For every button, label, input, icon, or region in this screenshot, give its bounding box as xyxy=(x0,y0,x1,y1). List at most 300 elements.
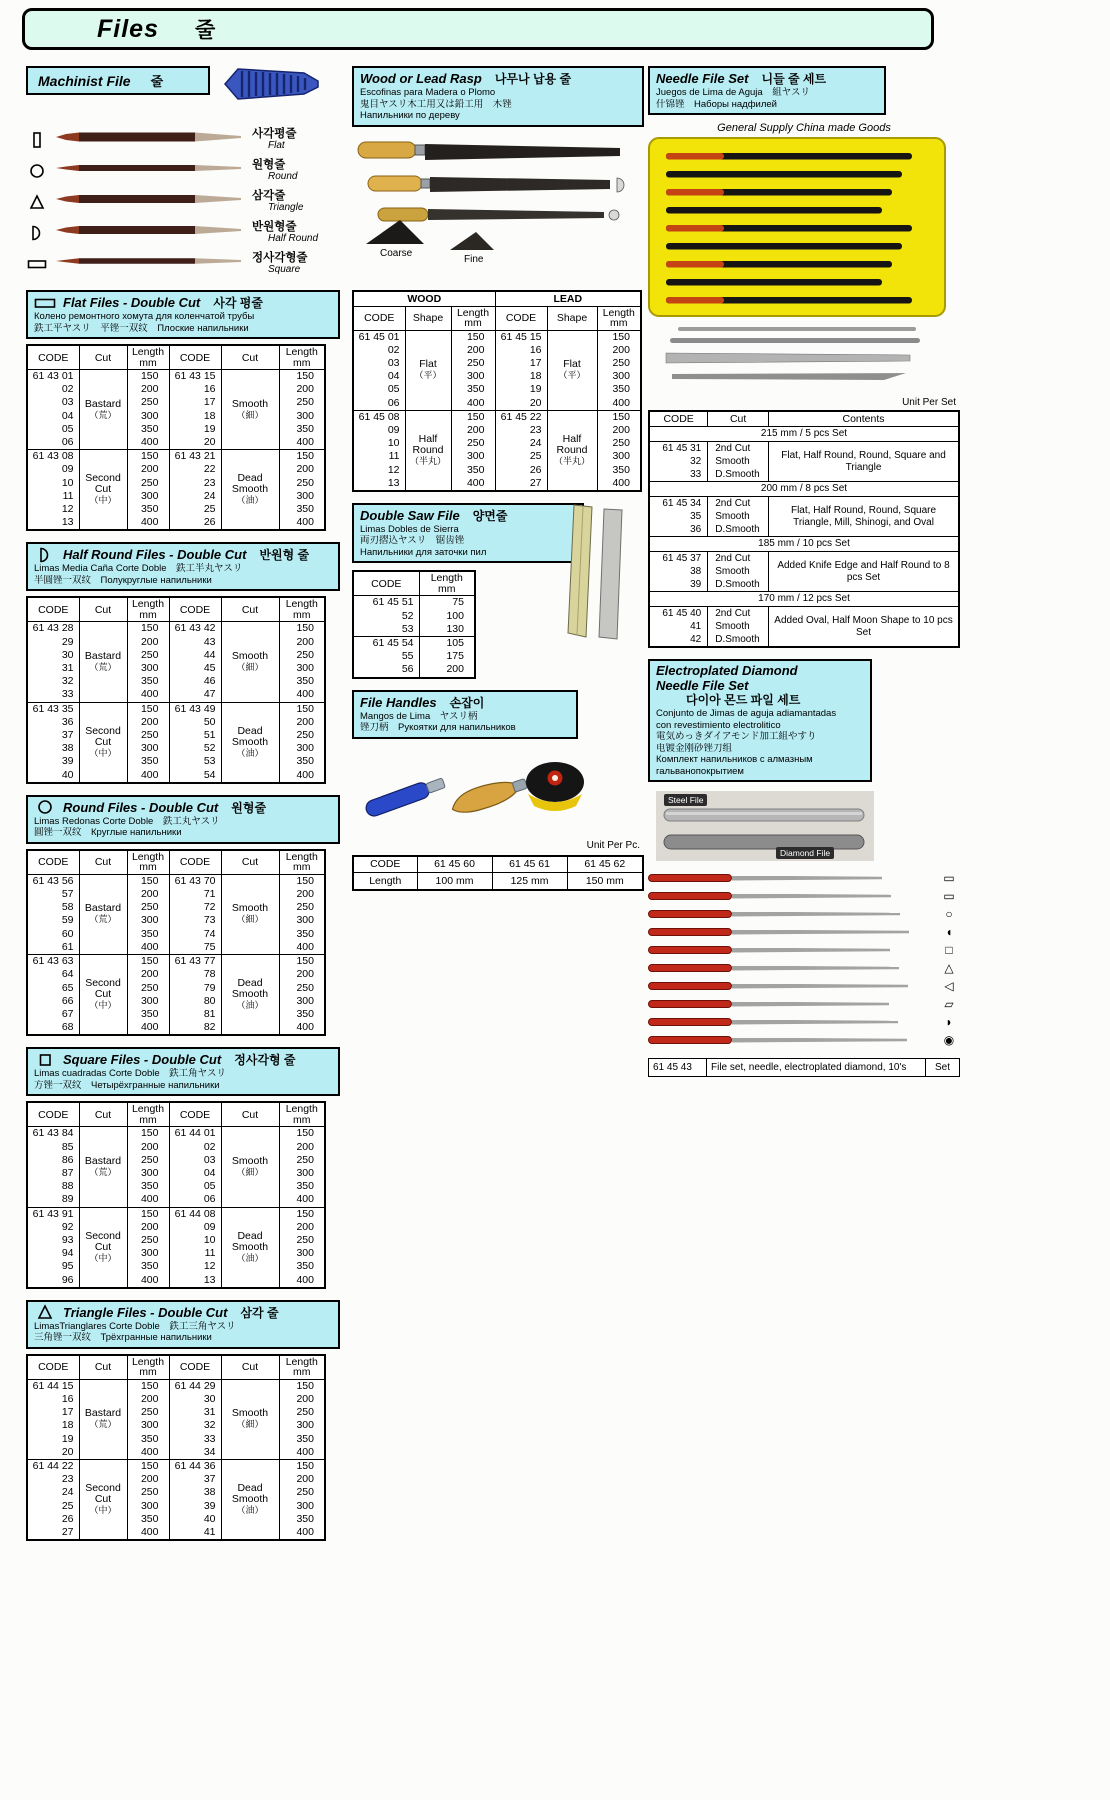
col-header-code: CODE xyxy=(169,1355,221,1380)
length-cell: 400 xyxy=(279,941,325,955)
code-cell: 06 xyxy=(27,436,79,450)
length-cell: 200 xyxy=(279,1393,325,1406)
section-header-half-round-files xyxy=(26,542,340,591)
length-cell: 150 xyxy=(279,450,325,464)
col-header-code: CODE xyxy=(27,1102,79,1127)
machinist-file-header xyxy=(26,66,210,95)
diamond-needle-file xyxy=(648,941,960,959)
length-cell: 300 xyxy=(451,450,495,463)
diamond-set-code: 61 45 43 xyxy=(649,1059,707,1077)
code-cell: 95 xyxy=(27,1260,79,1273)
cut-cell: Bastard （荒） xyxy=(79,1379,127,1459)
file-handle xyxy=(648,1000,732,1008)
section-title: Half Round Files - Double Cut xyxy=(63,547,247,563)
code-cell: 13 xyxy=(27,516,79,530)
code-cell: 61 43 21 xyxy=(169,450,221,464)
diamond-set-title-kr: 다이아 몬드 파일 세트 xyxy=(686,693,801,707)
col-header-length: Length mm xyxy=(279,1355,325,1380)
length-cell: 400 xyxy=(279,1021,325,1035)
code-cell: 37 xyxy=(169,1473,221,1486)
length-cell: 400 xyxy=(127,1193,169,1207)
section-title: Round Files - Double Cut xyxy=(63,799,219,815)
code-cell: 25 xyxy=(495,450,547,463)
file-handle xyxy=(648,928,732,936)
diamond-file-label: Diamond File xyxy=(776,847,834,859)
length-cell: 250 xyxy=(279,396,325,409)
length-cell: 400 xyxy=(127,1021,169,1035)
code-cell: 04 xyxy=(169,1167,221,1180)
set-size-row xyxy=(649,427,959,442)
section-subtitle: Колено ремонтного хомута для коленчатой трубы xyxy=(34,311,255,322)
code-cell: 61 43 49 xyxy=(169,702,221,716)
coarse-label: Coarse xyxy=(380,247,413,259)
page-title-kr: 줄 xyxy=(194,19,216,42)
machinist-file-block xyxy=(26,66,340,124)
code-cell: 22 xyxy=(169,463,221,476)
code-cell: 56 xyxy=(353,663,419,677)
file-handle xyxy=(648,892,732,900)
length-cell: 250 xyxy=(127,477,169,490)
length-cell: 300 xyxy=(127,1419,169,1432)
length-cell: 400 xyxy=(451,477,495,491)
diamond-needle-file xyxy=(648,1013,960,1031)
code-cell: 03 xyxy=(353,357,405,370)
col-header-length: Length mm xyxy=(451,306,495,330)
file-handles-table xyxy=(352,855,644,891)
cut-cell: Dead Smooth （油） xyxy=(221,702,279,783)
code-cell: 72 xyxy=(169,901,221,914)
section-flat-files xyxy=(26,290,340,531)
double-saw-title-row xyxy=(360,507,576,524)
cut-cell: Smooth xyxy=(708,510,769,523)
length-cell: 350 xyxy=(279,503,325,516)
length-cell: 200 xyxy=(451,424,495,437)
length-cell: 400 xyxy=(597,477,641,491)
code-cell: 23 xyxy=(495,424,547,437)
code-cell: 61 xyxy=(27,941,79,955)
section-header-square-files xyxy=(26,1047,340,1096)
wood-rasp-subtitle-es: Escofinas para Madera o Plomo xyxy=(360,87,496,98)
section-header-round-files xyxy=(26,795,340,844)
length-cell: 350 xyxy=(597,464,641,477)
length-cell: 400 xyxy=(127,1526,169,1540)
col-header-cut: Cut xyxy=(221,597,279,622)
cut-cell: 2nd Cut xyxy=(708,442,769,456)
diamond-needle-file xyxy=(648,977,960,995)
length-cell: 200 xyxy=(451,344,495,357)
code-cell: 61 45 40 xyxy=(649,607,708,621)
code-cell: 53 xyxy=(353,623,419,637)
length-cell: 150 xyxy=(127,1127,169,1141)
code-cell: 06 xyxy=(169,1193,221,1207)
section-subtitle: 方锉一双纹 Четырёхгранные напильники xyxy=(34,1079,220,1091)
col-header-code: CODE xyxy=(27,345,79,370)
wood-lead-table xyxy=(352,290,642,492)
section-subtitle: Limas Media Caña Corte Doble 鉄工半丸ヤスリ xyxy=(34,563,243,575)
section-square-files xyxy=(26,1047,340,1288)
col-header-length: Length mm xyxy=(279,850,325,875)
length-cell: 200 xyxy=(127,1393,169,1406)
col-header-cut: Cut xyxy=(221,345,279,370)
code-cell: 60 xyxy=(27,928,79,941)
cut-cell: Second Cut （中） xyxy=(79,955,127,1036)
length-cell: 300 xyxy=(279,410,325,423)
length-cell: 200 xyxy=(279,716,325,729)
diamond-subtitle: 电镀金刚砂锉刀组 xyxy=(656,742,733,754)
cut-cell: Smooth （細） xyxy=(221,1379,279,1459)
length-cell: 200 xyxy=(127,636,169,649)
length-cell: 300 xyxy=(279,1500,325,1513)
file-type-label-en: Half Round xyxy=(268,233,319,244)
left-column xyxy=(26,66,340,1541)
file-blade xyxy=(732,1038,907,1043)
code-cell: 38 xyxy=(169,1486,221,1499)
code-cell: 43 xyxy=(169,636,221,649)
code-cell: 20 xyxy=(169,436,221,450)
code-cell: 24 xyxy=(27,1486,79,1499)
bar-icon xyxy=(26,256,48,272)
wood-rasp-header xyxy=(352,66,644,127)
file-handles-header xyxy=(352,690,578,739)
diamond-needle-file xyxy=(648,923,960,941)
length-cell: 150 xyxy=(279,702,325,716)
section-subtitle: 鉄工平ヤスリ 平锉一双纹 Плоские напильники xyxy=(34,322,249,334)
knife-profile-icon: ◁ xyxy=(944,979,954,993)
code-cell: 26 xyxy=(27,1513,79,1526)
length-cell: 250 xyxy=(279,982,325,995)
code-cell: 04 xyxy=(27,410,79,423)
col-header-code: CODE xyxy=(495,306,547,330)
supply-note: General Supply China made Goods xyxy=(717,122,891,134)
length-cell: 350 xyxy=(127,423,169,436)
col-header-cut: Cut xyxy=(79,1355,127,1380)
cut-cell: 2nd Cut xyxy=(708,607,769,621)
code-cell: 61 43 63 xyxy=(27,955,79,969)
code-cell: 16 xyxy=(169,383,221,396)
code-cell: 61 45 22 xyxy=(495,410,547,424)
code-cell: 39 xyxy=(169,1500,221,1513)
round-profile-icon: ○ xyxy=(945,907,953,921)
cut-cell: Smooth （細） xyxy=(221,1127,279,1207)
col-header-length: Length mm xyxy=(279,1102,325,1127)
code-cell: 12 xyxy=(353,464,405,477)
file-blade xyxy=(732,912,900,917)
code-cell: 80 xyxy=(169,995,221,1008)
code-cell: 41 xyxy=(649,620,708,633)
code-cell: 61 44 08 xyxy=(169,1207,221,1221)
code-cell: 18 xyxy=(169,410,221,423)
double-saw-section xyxy=(352,503,644,679)
section-subtitle: Limas Redonas Corte Doble 鉄工丸ヤスリ xyxy=(34,815,220,827)
length-cell: 200 xyxy=(279,888,325,901)
code-cell: 03 xyxy=(27,396,79,409)
section-subtitle: 三角锉一双纹 Трёхгранные напильники xyxy=(34,1332,212,1344)
double-saw-subtitle-ru: Напильники для заточки пил xyxy=(360,546,487,558)
shape-cell: Half Round （半丸） xyxy=(547,410,597,491)
half-round-profile-icon: ◖ xyxy=(945,925,953,939)
code-cell: 31 xyxy=(169,1406,221,1419)
length-cell: 300 xyxy=(127,914,169,927)
length-cell: 150 xyxy=(279,1207,325,1221)
length-cell: 400 xyxy=(127,1446,169,1460)
code-cell: 36 xyxy=(27,716,79,729)
code-cell: 30 xyxy=(169,1393,221,1406)
steel-file-label: Steel File xyxy=(664,794,707,806)
length-cell: 250 xyxy=(127,1486,169,1499)
length-cell: 400 xyxy=(279,436,325,450)
code-cell: 61 45 01 xyxy=(353,330,405,344)
code-cell: 82 xyxy=(169,1021,221,1035)
diamond-subtitle: гальванопокрытием xyxy=(656,765,744,777)
col-header-cut: Cut xyxy=(79,850,127,875)
col-header-length: Length mm xyxy=(127,1102,169,1127)
col-header-code: CODE xyxy=(169,597,221,622)
cut-cell: Smooth （細） xyxy=(221,622,279,702)
code-cell: 09 xyxy=(353,424,405,437)
file-type-label-kr: 삼각줄 xyxy=(252,190,286,202)
col-header-code: CODE xyxy=(169,850,221,875)
length-cell: 200 xyxy=(127,1473,169,1486)
cut-cell: D.Smooth xyxy=(708,633,769,647)
round-icon xyxy=(26,163,48,179)
col-header-length: Length mm xyxy=(279,597,325,622)
code-cell: 51 xyxy=(169,729,221,742)
length-cell: 150 xyxy=(597,410,641,424)
cut-cell: 2nd Cut xyxy=(708,552,769,566)
length-cell: 130 xyxy=(419,623,475,637)
wood-rasp-title-row xyxy=(360,70,636,87)
diamond-subtitle: 電気めっきダイアモンド加工組やすり xyxy=(656,731,817,742)
code-cell: 12 xyxy=(27,503,79,516)
code-cell: 61 45 51 xyxy=(353,596,419,610)
length-cell: 350 xyxy=(279,675,325,688)
code-cell: 44 xyxy=(169,649,221,662)
length-cell: 300 xyxy=(279,662,325,675)
wood-rasp-subtitle-ru: Напильники по дереву xyxy=(360,110,460,121)
length-cell: 200 xyxy=(127,1141,169,1154)
code-cell: 52 xyxy=(169,742,221,755)
length-cell: 400 xyxy=(127,1274,169,1288)
file-type-label-en: Flat xyxy=(268,140,285,151)
set-size-label: 200 mm / 8 pcs Set xyxy=(649,482,959,497)
code-cell: 32 xyxy=(649,455,708,468)
double-saw-subtitle-jp: 両刃摺込ヤスリ 锯齿锉 xyxy=(360,535,465,547)
cut-cell: Bastard （荒） xyxy=(79,1127,127,1207)
length-cell: 150 xyxy=(127,450,169,464)
code-cell: 86 xyxy=(27,1154,79,1167)
file-type-illustrations xyxy=(26,124,340,279)
section-title-kr: 원형줄 xyxy=(231,800,267,815)
file-blade xyxy=(732,894,891,899)
length-cell: 150 xyxy=(127,622,169,636)
code-cell: 88 xyxy=(27,1180,79,1193)
oval-profile-icon: ◉ xyxy=(943,1033,955,1047)
code-cell: 17 xyxy=(27,1406,79,1419)
col-header-code: CODE xyxy=(27,1355,79,1380)
length-cell: 350 xyxy=(279,1180,325,1193)
flat-tall-icon xyxy=(26,132,48,148)
col-header-code: CODE xyxy=(27,850,79,875)
code-cell: 85 xyxy=(27,1141,79,1154)
double-saw-image xyxy=(556,501,644,648)
code-cell: 23 xyxy=(169,477,221,490)
length-cell: 300 xyxy=(127,1500,169,1513)
file-handle xyxy=(648,964,732,972)
length-cell: 250 xyxy=(279,477,325,490)
length-cell: 300 xyxy=(279,1419,325,1432)
length-cell: 350 xyxy=(127,755,169,768)
double-saw-table xyxy=(352,570,476,678)
length-cell: 250 xyxy=(279,1406,325,1419)
needle-set-title: Needle File Set xyxy=(656,71,749,86)
code-cell: 18 xyxy=(495,370,547,383)
diamond-subtitle: Комплект напильников с алмазным xyxy=(656,754,813,765)
cut-cell: Dead Smooth （油） xyxy=(221,450,279,531)
file-type-label-kr: 원형줄 xyxy=(252,159,286,171)
code-cell: 55 xyxy=(353,650,419,663)
code-cell: 61 43 70 xyxy=(169,874,221,888)
length-cell: 350 xyxy=(279,928,325,941)
code-cell: 64 xyxy=(27,968,79,981)
code-cell: 39 xyxy=(27,755,79,768)
code-cell: 26 xyxy=(169,516,221,530)
length-cell: 350 xyxy=(127,1513,169,1526)
length-cell: 300 xyxy=(451,370,495,383)
cut-cell: Smooth xyxy=(708,620,769,633)
file-type-label-kr: 반원형줄 xyxy=(252,221,297,233)
code-cell: 89 xyxy=(27,1193,79,1207)
section-subtitle: 半圓锉一双纹 Полукруглые напильники xyxy=(34,574,212,586)
code-cell: 54 xyxy=(169,769,221,783)
code-cell: 32 xyxy=(27,675,79,688)
cut-cell: Second Cut （中） xyxy=(79,450,127,531)
code-cell: 46 xyxy=(169,675,221,688)
file-type-row xyxy=(26,124,340,155)
length-cell: 350 xyxy=(451,464,495,477)
machinist-file-photo xyxy=(222,60,322,113)
length-cell: 100 xyxy=(419,610,475,623)
code-cell: 40 xyxy=(27,769,79,783)
length-cell: 300 xyxy=(127,410,169,423)
length-cell: 250 xyxy=(127,982,169,995)
diamond-set-section xyxy=(648,659,960,1077)
length-cell: 400 xyxy=(127,436,169,450)
material-group-header: LEAD xyxy=(495,291,641,307)
triangle-icon xyxy=(34,1304,56,1320)
needle-col-header: Contents xyxy=(769,411,959,427)
code-cell: 61 45 15 xyxy=(495,330,547,344)
diamond-set-header xyxy=(648,659,872,782)
handles-code: 61 45 60 xyxy=(417,856,492,873)
code-cell: 61 43 84 xyxy=(27,1127,79,1141)
length-cell: 200 xyxy=(127,888,169,901)
length-cell: 350 xyxy=(127,928,169,941)
code-cell: 42 xyxy=(649,633,708,647)
length-cell: 250 xyxy=(279,649,325,662)
file-illustration xyxy=(55,219,243,246)
code-cell: 61 44 29 xyxy=(169,1379,221,1393)
length-cell: 300 xyxy=(279,490,325,503)
cut-cell: Second Cut （中） xyxy=(79,1207,127,1288)
length-cell: 150 xyxy=(127,702,169,716)
files-table xyxy=(26,1101,326,1288)
code-cell: 38 xyxy=(27,742,79,755)
set-size-label: 215 mm / 5 pcs Set xyxy=(649,427,959,442)
needle-set-title-kr: 니들 줄 세트 xyxy=(761,72,827,86)
barrette-profile-icon: ▱ xyxy=(944,997,954,1011)
length-cell: 250 xyxy=(597,357,641,370)
length-cell: 150 xyxy=(127,1207,169,1221)
wood-lead-table-container xyxy=(352,290,644,492)
code-cell: 20 xyxy=(27,1446,79,1460)
diamond-subtitle: Conjunto de Jimas de aguja adiamantadas xyxy=(656,708,837,719)
file-handle xyxy=(648,910,732,918)
code-cell: 10 xyxy=(27,477,79,490)
length-cell: 250 xyxy=(597,437,641,450)
cut-cell: 2nd Cut xyxy=(708,497,769,511)
set-size-label: 170 mm / 12 pcs Set xyxy=(649,592,959,607)
length-cell: 300 xyxy=(127,490,169,503)
shape-cell: Half Round （半丸） xyxy=(405,410,451,491)
needle-set-table-container xyxy=(648,410,960,648)
file-type-label-kr: 정사각형줄 xyxy=(252,252,308,264)
length-cell: 350 xyxy=(279,1513,325,1526)
length-cell: 300 xyxy=(279,1247,325,1260)
cut-cell: Smooth xyxy=(708,455,769,468)
length-cell: 150 xyxy=(127,1379,169,1393)
section-title-row xyxy=(34,1304,332,1321)
file-blade xyxy=(732,948,890,953)
code-cell: 38 xyxy=(649,565,708,578)
code-cell: 73 xyxy=(169,914,221,927)
code-cell: 71 xyxy=(169,888,221,901)
cut-cell: D.Smooth xyxy=(708,523,769,537)
wood-rasp-title: Wood or Lead Rasp xyxy=(360,71,482,86)
cut-cell: Bastard （荒） xyxy=(79,874,127,954)
cut-cell: Smooth xyxy=(708,565,769,578)
code-cell: 58 xyxy=(27,901,79,914)
code-cell: 45 xyxy=(169,662,221,675)
length-cell: 150 xyxy=(127,370,169,384)
round-icon xyxy=(34,799,56,815)
code-cell: 87 xyxy=(27,1167,79,1180)
code-cell: 61 43 42 xyxy=(169,622,221,636)
file-handles-section xyxy=(352,690,644,891)
needle-set-header xyxy=(648,66,886,115)
code-cell: 61 45 34 xyxy=(649,497,708,511)
code-cell: 65 xyxy=(27,982,79,995)
file-handles-title-kr: 손잡이 xyxy=(449,695,485,710)
diamond-subtitle: con revestimiento electrolitico xyxy=(656,719,781,731)
col-header-length: Length mm xyxy=(279,345,325,370)
col-header-code: CODE xyxy=(353,306,405,330)
cut-cell: Dead Smooth （油） xyxy=(221,1459,279,1540)
length-cell: 150 xyxy=(279,1379,325,1393)
file-blade xyxy=(732,984,908,989)
code-cell: 24 xyxy=(169,490,221,503)
code-cell: 24 xyxy=(495,437,547,450)
cut-cell: D.Smooth xyxy=(708,468,769,482)
diamond-needle-file xyxy=(648,905,960,923)
cut-cell: Bastard （荒） xyxy=(79,370,127,450)
code-cell: 25 xyxy=(27,1500,79,1513)
length-cell: 250 xyxy=(279,901,325,914)
diamond-needle-file xyxy=(648,1031,960,1049)
length-cell: 400 xyxy=(279,1274,325,1288)
file-handle xyxy=(648,1036,732,1044)
file-type-row xyxy=(26,186,340,217)
length-cell: 250 xyxy=(279,729,325,742)
